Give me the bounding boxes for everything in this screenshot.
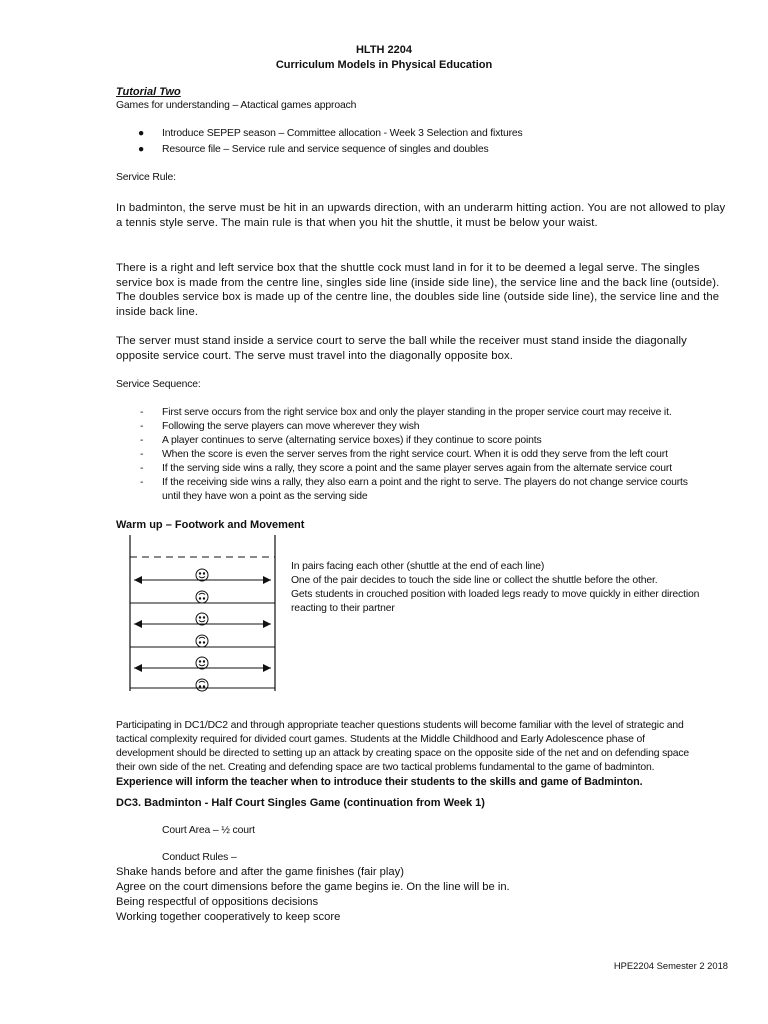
service-rule-paragraph-1: In badminton, the serve must be hit in an upwards direction, with an underarm hitting action. You are not allowed to play a tennis style serve. The main rule is that when you hit the shuttle, it must be below your waist.	[116, 202, 726, 229]
paragraph-line: Participating in DC1/DC2 and through appropriate teacher questions students will become familiar with the level of strategic and	[116, 720, 684, 731]
player-smiley-icon	[196, 569, 208, 581]
list-item	[140, 407, 672, 418]
course-code: HLTH 2204	[355, 44, 413, 56]
list-item-text: If the serving side wins a rally, they score a point and the same player serves again from the alternate service court	[162, 463, 672, 474]
list-item-text: If the receiving side wins a rally, they also earn a point and the right to serve. The players do not change service courts	[162, 477, 688, 488]
list-item	[138, 128, 523, 139]
dash-bullet: -	[140, 435, 144, 446]
dash-bullet: -	[140, 477, 144, 488]
list-item	[138, 144, 489, 155]
list-item: Agree on the court dimensions before the game begins ie. On the line will be in.	[116, 881, 510, 893]
court-area: Court Area – ½ court	[162, 825, 255, 836]
warmup-line: One of the pair decides to touch the side line or collect the shuttle before the other.	[291, 575, 658, 586]
footwork-diagram	[125, 535, 285, 695]
list-item: Shake hands before and after the game finishes (fair play)	[116, 866, 404, 878]
paragraph-bold-line: Experience will inform the teacher when to introduce their students to the skills and game of Badminton.	[116, 776, 643, 788]
paragraph-line: tactical complexity required for divided court games. Students at the Middle Childhood and Early Adolescence phase of	[116, 734, 645, 745]
footer-text: HPE2204 Semester 2 2018	[613, 960, 728, 971]
list-item-text: When the score is even the server serves from the right service court. When it is odd they serve from the left court	[162, 449, 668, 460]
list-item: Working together cooperatively to keep score	[116, 911, 341, 923]
warmup-line: reacting to their partner	[291, 603, 395, 614]
service-rule-paragraph-2: There is a right and left service box that the shuttle cock must land in for it to be deemed a legal serve. The singles service box is made from the centre line, singles side line (inside side line), the service line and the back line (outside). The doubles service box is made up of the centre line, the doubles side line (outside side line), the service line and the inside back line.	[116, 262, 720, 318]
list-item-text: First serve occurs from the right service box and only the player standing in the proper service court may receive it.	[162, 407, 672, 418]
course-title: Curriculum Models in Physical Education	[275, 59, 493, 71]
list-item-continuation	[162, 491, 368, 502]
list-item	[140, 421, 420, 432]
player-smiley-icon	[196, 635, 208, 647]
player-smiley-icon	[196, 591, 208, 603]
list-item-text: A player continues to serve (alternating service boxes) if they continue to score points	[162, 435, 542, 446]
player-smiley-icon	[196, 613, 208, 625]
warmup-line: In pairs facing each other (shuttle at the end of each line)	[291, 561, 545, 572]
list-item-text: until they have won a point as the serving side	[162, 491, 368, 502]
tutorial-title: Tutorial Two	[116, 86, 181, 98]
list-item: Being respectful of oppositions decisions	[116, 896, 319, 908]
list-item	[140, 435, 542, 446]
warmup-heading: Warm up – Footwork and Movement	[116, 519, 305, 531]
tutorial-subtitle: Games for understanding – Atactical games approach	[116, 100, 357, 111]
list-item	[140, 449, 668, 460]
list-item-text: Introduce SEPEP season – Committee allocation - Week 3 Selection and fixtures	[162, 128, 523, 139]
list-item	[140, 477, 688, 488]
bullet-icon: ●	[138, 128, 145, 139]
service-sequence-heading: Service Sequence:	[116, 379, 201, 390]
dash-bullet: -	[140, 449, 144, 460]
service-rule-heading: Service Rule:	[116, 172, 176, 183]
conduct-rules-heading: Conduct Rules –	[162, 852, 237, 863]
list-item-text: Following the serve players can move wherever they wish	[162, 421, 420, 432]
bullet-icon: ●	[138, 144, 145, 155]
player-smiley-icon	[196, 657, 208, 669]
player-smiley-icon	[196, 679, 208, 691]
dash-bullet: -	[140, 407, 144, 418]
list-item	[140, 463, 672, 474]
list-item-text: Resource file – Service rule and service sequence of singles and doubles	[162, 144, 489, 155]
dash-bullet: -	[140, 463, 144, 474]
service-rule-paragraph-3: The server must stand inside a service court to serve the ball while the receiver must stand inside the diagonally opposite service court. The serve must travel into the diagonally opposite box.	[116, 335, 687, 362]
dash-bullet: -	[140, 421, 144, 432]
paragraph-line: development should be directed to setting up an attack by creating space on the opposite side of the net and on defending space	[116, 748, 690, 759]
paragraph-line: their own side of the net. Creating and defending space are two tactical problems fundamental to the game of badminton.	[116, 762, 655, 773]
dc3-heading: DC3. Badminton - Half Court Singles Game (continuation from Week 1)	[116, 797, 485, 809]
warmup-line: Gets students in crouched position with loaded legs ready to move quickly in either direction	[291, 589, 700, 600]
